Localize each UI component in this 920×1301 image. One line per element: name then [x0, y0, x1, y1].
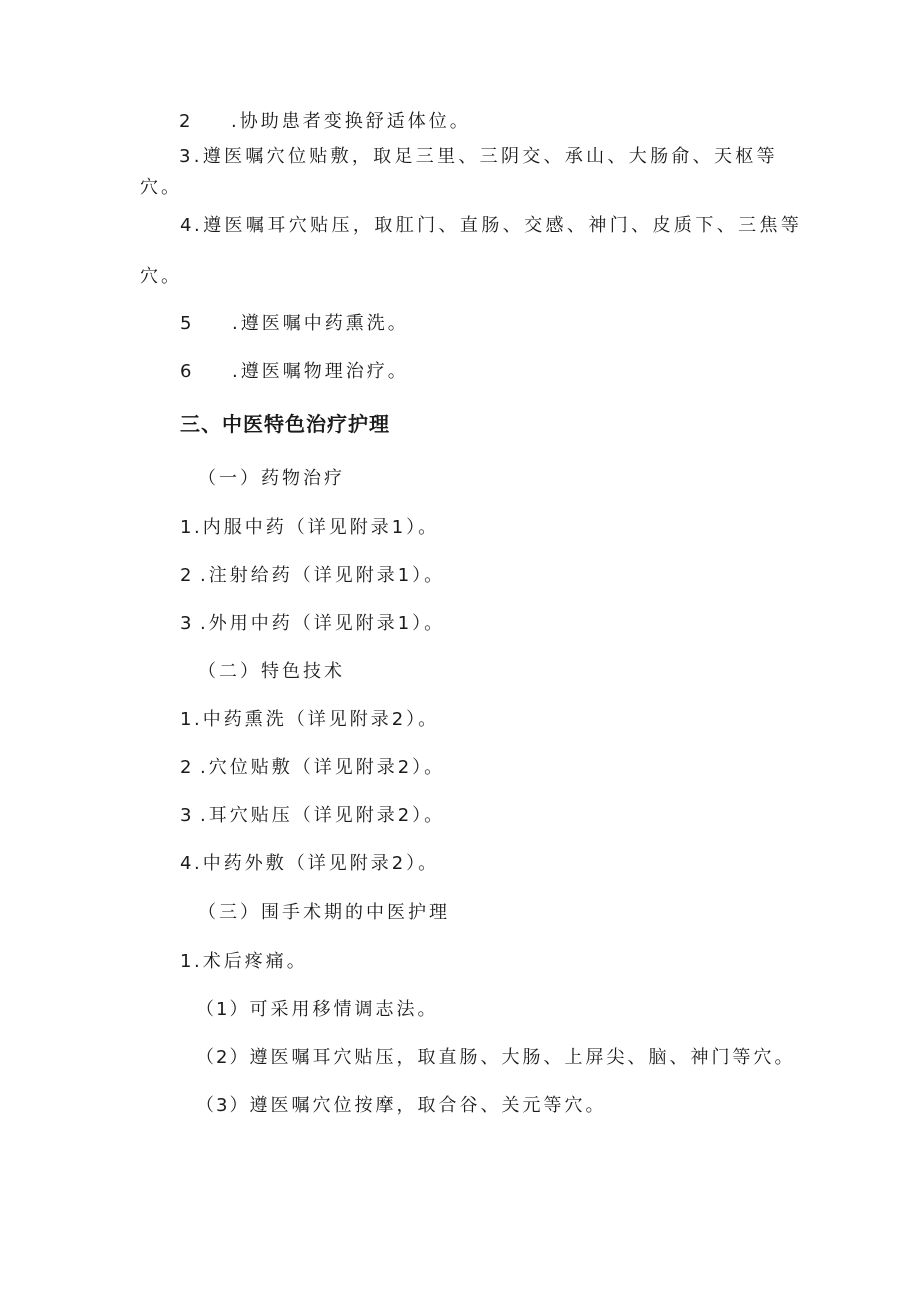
list-item [180, 852, 439, 876]
list-item [180, 516, 439, 540]
subsection-title-2: （二）特色技术 [198, 661, 345, 682]
item-text: .遵医嘱穴位贴敷，取足三里、三阴交、承山、大肠俞、天枢等 [193, 146, 778, 167]
sub-list-item [196, 998, 438, 1022]
item-text: .注射给药（详见附录1）。 [200, 565, 446, 586]
item-text: 遵医嘱穴位按摩，取合谷、关元等穴。 [249, 1095, 607, 1116]
item-text: 遵医嘱耳穴贴压，取直肠、大肠、上屏尖、脑、神门等穴。 [249, 1047, 796, 1068]
item-text: .内服中药（详见附录1）。 [194, 517, 440, 538]
item-number: 4 [180, 853, 195, 874]
item-number: 2 [180, 757, 195, 778]
subsection-title-3: （三）围手术期的中医护理 [198, 902, 450, 923]
item-number: （3） [196, 1095, 250, 1116]
list-item [180, 564, 445, 588]
item-number: 3 [179, 146, 194, 167]
item-number: （2） [196, 1047, 250, 1068]
list-item-4-continuation [140, 265, 182, 289]
item-number: 5 [180, 313, 195, 334]
item-number: 3 [180, 613, 195, 634]
item-number: 3 [180, 805, 195, 826]
item-text: .穴位贴敷（详见附录2）。 [200, 757, 446, 778]
item-text: .遵医嘱物理治疗。 [232, 361, 409, 382]
item-number: 4 [180, 215, 195, 236]
item-number: 6 [180, 361, 195, 382]
item-text: .中药熏洗（详见附录2）。 [194, 709, 440, 730]
item-number: 2 [179, 111, 194, 132]
sub-list-item [196, 1046, 795, 1070]
item-text: .中药外敷（详见附录2）。 [194, 853, 440, 874]
item-number: 1 [180, 517, 195, 538]
item-number: 1 [180, 951, 195, 972]
item-text: .协助患者变换舒适体位。 [231, 111, 471, 132]
item-text: 可采用移情调志法。 [249, 999, 439, 1020]
item-text: 穴。 [140, 266, 182, 287]
list-item-3-continuation [140, 176, 182, 200]
item-number: 1 [180, 709, 195, 730]
section-heading: 三、中医特色治疗护理 [180, 412, 390, 436]
list-item-5 [180, 312, 409, 336]
item-text: .遵医嘱耳穴贴压，取肛门、直肠、交感、神门、皮质下、三焦等 [194, 215, 803, 236]
list-item [180, 950, 308, 974]
item-text: .外用中药（详见附录1）。 [200, 613, 446, 634]
item-number: （1） [196, 999, 250, 1020]
subsection-title-1: （一）药物治疗 [198, 468, 345, 489]
item-text: .术后疼痛。 [194, 951, 308, 972]
list-item-2 [179, 110, 471, 134]
list-item-3 [179, 145, 778, 169]
list-item [180, 708, 439, 732]
item-text: 穴。 [140, 177, 182, 198]
list-item [180, 756, 445, 780]
list-item [180, 804, 445, 828]
list-item-4 [180, 214, 802, 238]
item-text: .遵医嘱中药熏洗。 [232, 313, 409, 334]
list-item [180, 612, 445, 636]
item-text: .耳穴贴压（详见附录2）。 [200, 805, 446, 826]
list-item-6 [180, 360, 409, 384]
sub-list-item [196, 1094, 606, 1118]
item-number: 2 [180, 565, 195, 586]
